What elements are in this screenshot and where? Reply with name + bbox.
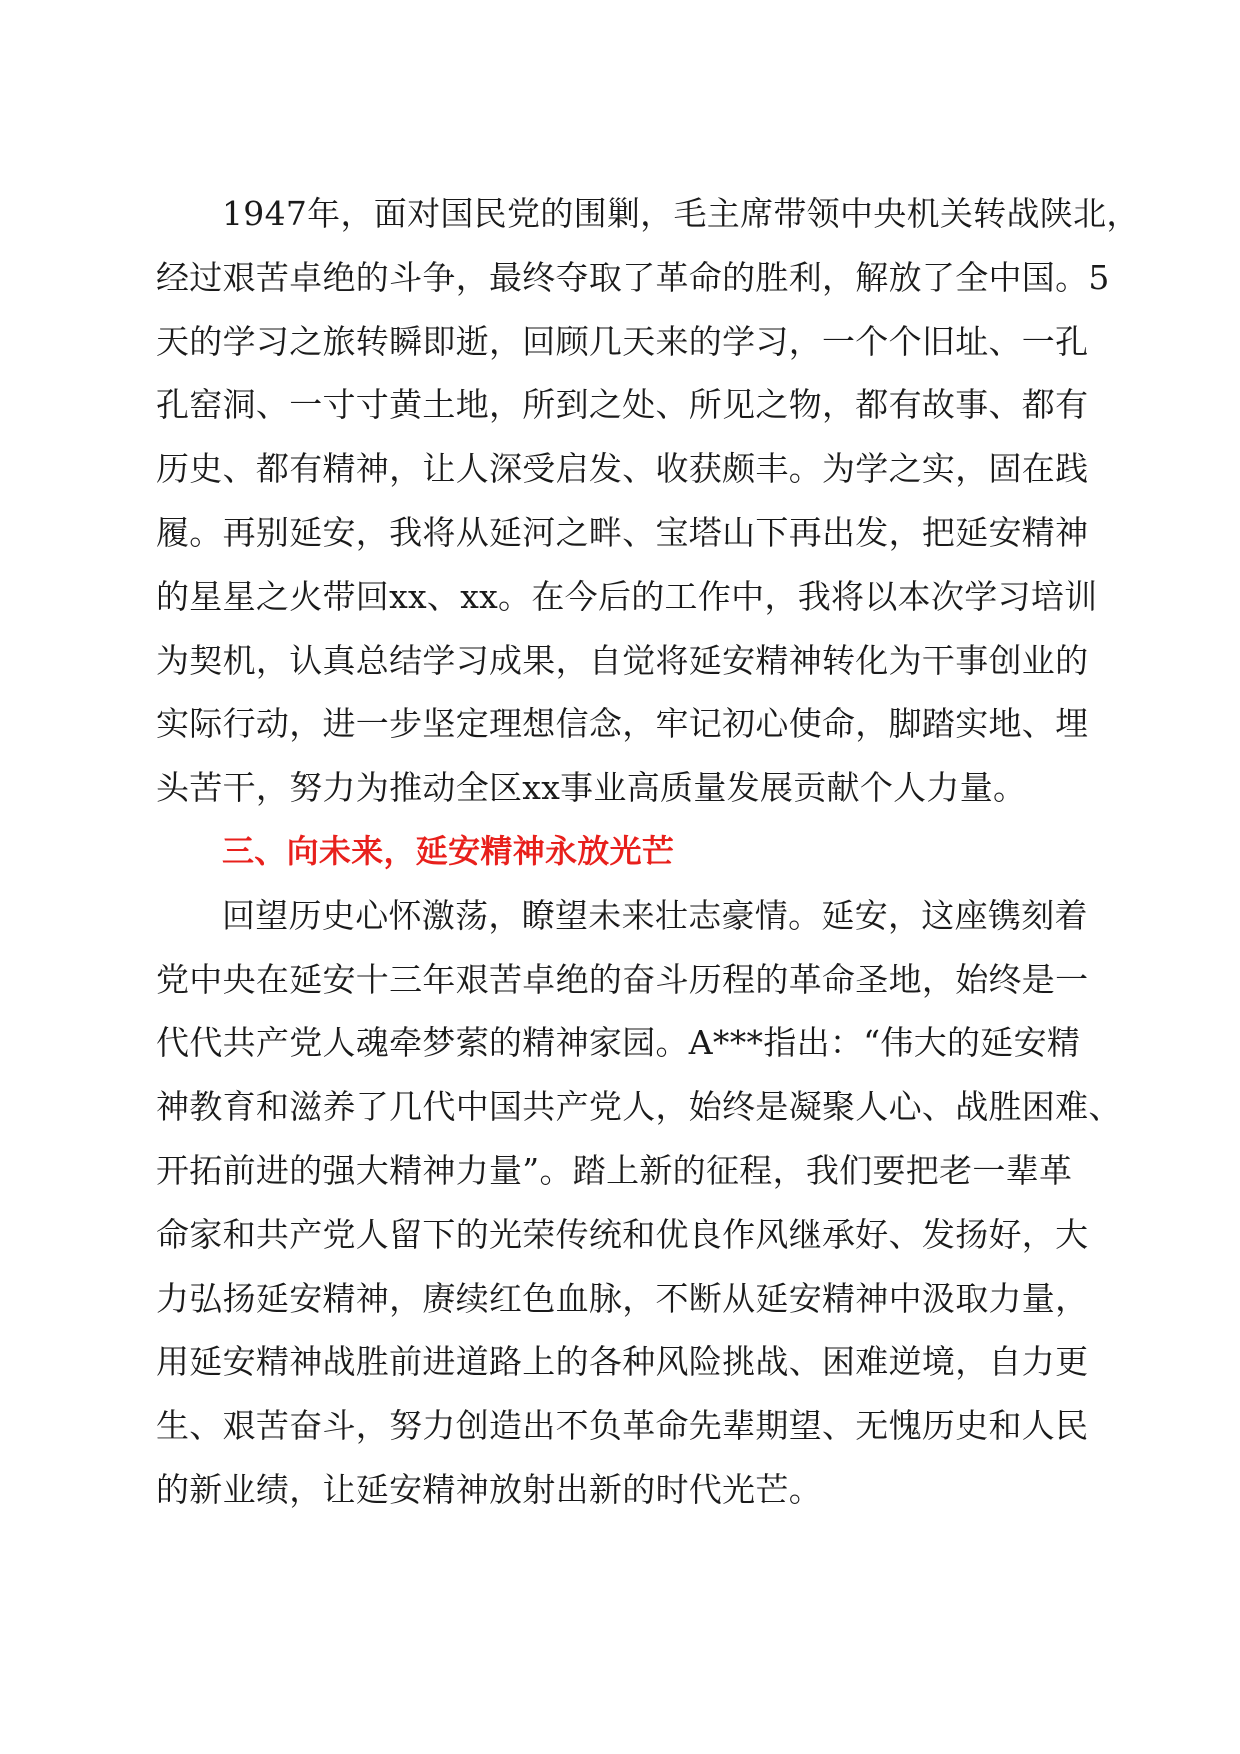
text-line: 为契机，认真总结学习成果，自觉将延安精神转化为干事创业的 bbox=[156, 640, 1089, 680]
text-line: 代代共产党人魂牵梦萦的精神家园。A***指出：“伟大的延安精 bbox=[156, 1023, 1081, 1063]
text-line: 经过艰苦卓绝的斗争，最终夺取了革命的胜利，解放了全中国。5 bbox=[156, 257, 1110, 297]
text-line: 用延安精神战胜前进道路上的各种风险挑战、困难逆境，自力更 bbox=[156, 1342, 1089, 1382]
section-heading: 三、向未来，延安精神永放光芒 bbox=[222, 831, 675, 870]
text-line: 实际行动，进一步坚定理想信念，牢记初心使命，脚踏实地、埋 bbox=[156, 704, 1089, 744]
text-line: 1947年，面对国民党的围剿，毛主席带领中央机关转战陕北， bbox=[222, 194, 1140, 233]
paragraph-section2-conclusion bbox=[156, 182, 1140, 820]
text-line: 孔窑洞、一寸寸黄土地，所到之处、所见之物，都有故事、都有 bbox=[156, 385, 1089, 425]
text-line: 命家和共产党人留下的光荣传统和优良作风继承好、发扬好，大 bbox=[156, 1214, 1089, 1254]
text-line: 神教育和滋养了几代中国共产党人，始终是凝聚人心、战胜困难、 bbox=[156, 1087, 1122, 1127]
document-body bbox=[156, 182, 1140, 1522]
text-line: 的星星之火带回xx、xx。在今后的工作中，我将以本次学习培训 bbox=[156, 576, 1098, 616]
text-line: 履。再别延安，我将从延河之畔、宝塔山下再出发，把延安精神 bbox=[156, 512, 1089, 552]
text-line: 的新业绩，让延安精神放射出新的时代光芒。 bbox=[156, 1469, 822, 1509]
text-line: 党中央在延安十三年艰苦卓绝的奋斗历程的革命圣地，始终是一 bbox=[156, 959, 1089, 999]
text-line: 历史、都有精神，让人深受启发、收获颇丰。为学之实，固在践 bbox=[156, 449, 1089, 489]
text-line: 生、艰苦奋斗，努力创造出不负革命先辈期望、无愧历史和人民 bbox=[156, 1406, 1089, 1446]
text-line: 天的学习之旅转瞬即逝，回顾几天来的学习，一个个旧址、一孔 bbox=[156, 321, 1089, 361]
text-line: 头苦干，努力为推动全区xx事业高质量发展贡献个人力量。 bbox=[156, 768, 1027, 808]
paragraph-section3 bbox=[156, 884, 1122, 1522]
text-line: 开拓前进的强大精神力量”。踏上新的征程，我们要把老一辈革 bbox=[156, 1150, 1073, 1190]
text-line: 力弘扬延安精神，赓续红色血脉，不断从延安精神中汲取力量， bbox=[156, 1278, 1089, 1318]
text-line: 回望历史心怀激荡，瞭望未来壮志豪情。延安，这座镌刻着 bbox=[222, 895, 1088, 935]
